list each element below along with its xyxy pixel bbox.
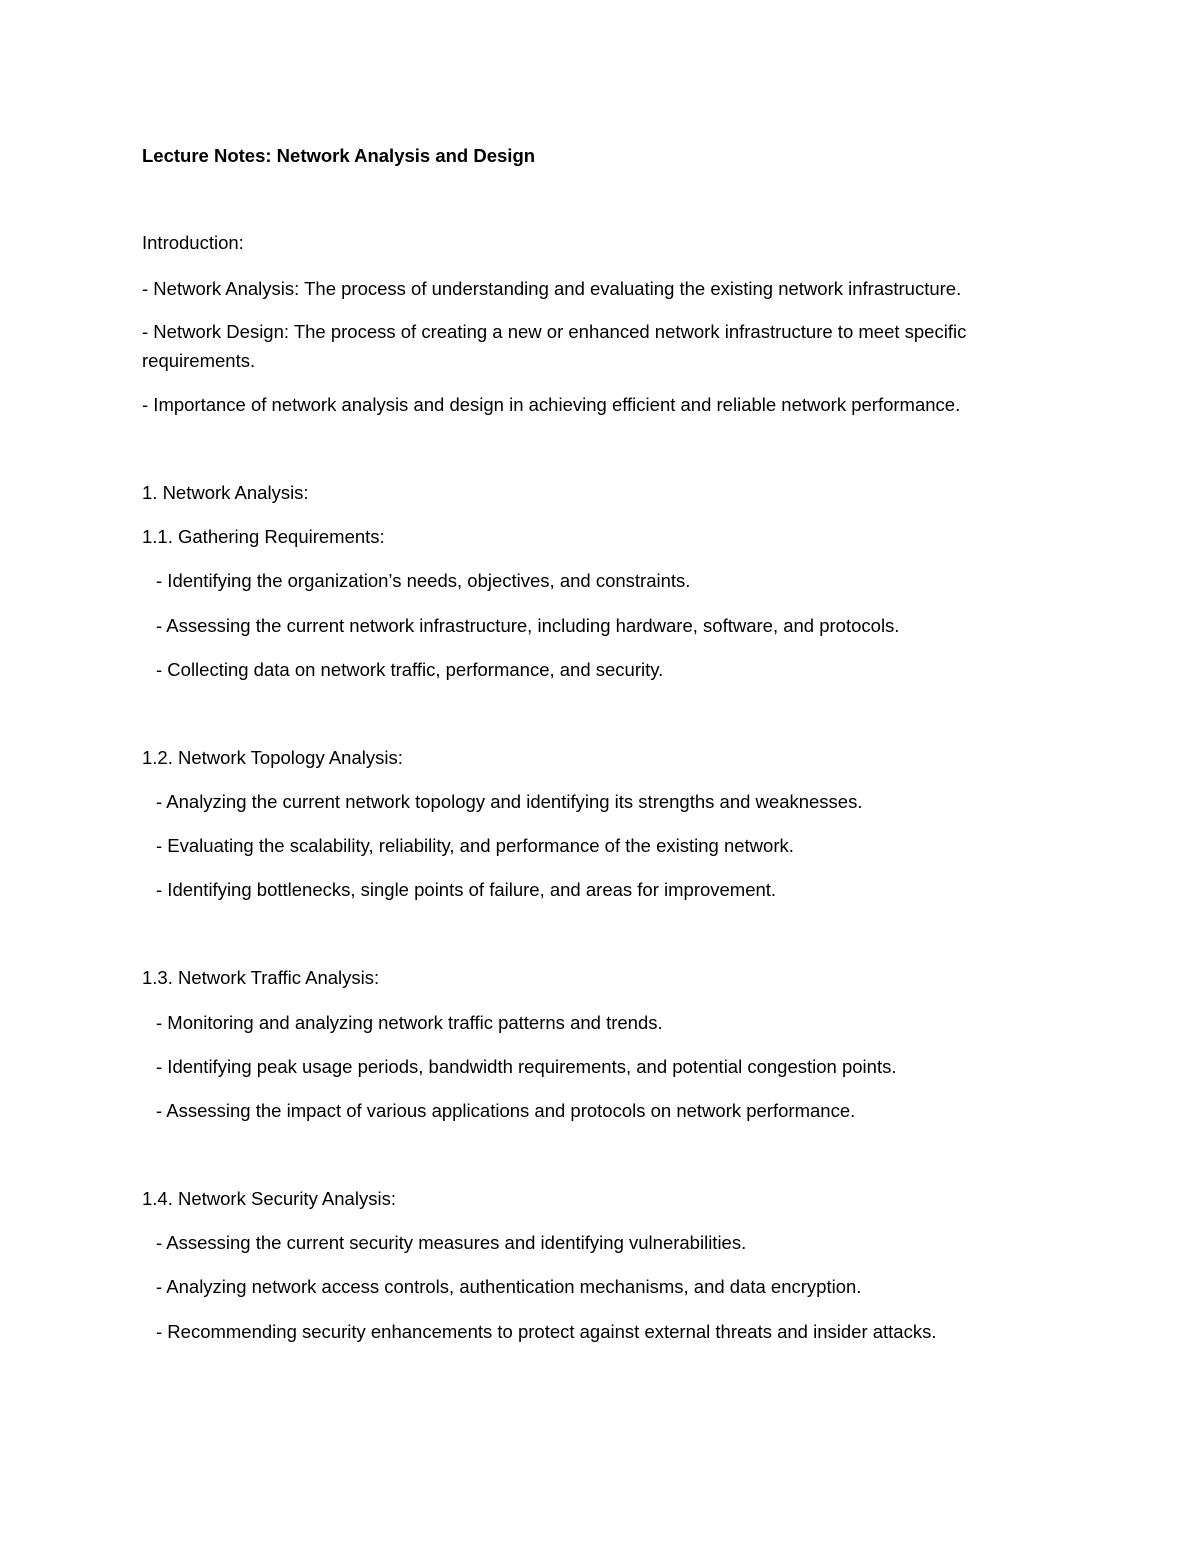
subsection-heading: 1.1. Gathering Requirements: — [142, 526, 385, 547]
list-item: - Evaluating the scalability, reliability, and performance of the existing network. — [156, 835, 794, 856]
subsection-heading: 1.4. Network Security Analysis: — [142, 1188, 396, 1209]
list-item: - Assessing the impact of various applications and protocols on network performance. — [156, 1100, 856, 1121]
section-heading: 1. Network Analysis: — [142, 482, 309, 503]
list-item: - Identifying the organization’s needs, objectives, and constraints. — [156, 570, 691, 591]
list-item: - Recommending security enhancements to protect against external threats and insider attacks. — [156, 1321, 937, 1342]
list-item: - Collecting data on network traffic, performance, and security. — [156, 659, 664, 680]
subsection-heading: 1.3. Network Traffic Analysis: — [142, 967, 380, 988]
subsection-heading: 1.2. Network Topology Analysis: — [142, 747, 403, 768]
list-item: - Identifying peak usage periods, bandwidth requirements, and potential congestion points. — [156, 1056, 897, 1077]
list-item: - Identifying bottlenecks, single points of failure, and areas for improvement. — [156, 879, 777, 900]
list-item: - Analyzing network access controls, authentication mechanisms, and data encryption. — [156, 1276, 862, 1297]
introduction-item: - Importance of network analysis and design in achieving efficient and reliable network performance. — [142, 394, 961, 415]
list-item: - Monitoring and analyzing network traffic patterns and trends. — [156, 1012, 663, 1033]
list-item: - Assessing the current security measures and identifying vulnerabilities. — [156, 1232, 747, 1253]
document-title: Lecture Notes: Network Analysis and Design — [142, 145, 536, 166]
list-item: - Analyzing the current network topology and identifying its strengths and weaknesses. — [156, 791, 863, 812]
introduction-item-continuation: requirements. — [142, 350, 256, 371]
list-item: - Assessing the current network infrastructure, including hardware, software, and protocols. — [156, 615, 900, 636]
introduction-item: - Network Analysis: The process of understanding and evaluating the existing network infrastructure. — [142, 278, 962, 299]
introduction-item: - Network Design: The process of creating a new or enhanced network infrastructure to meet specific — [142, 321, 967, 342]
introduction-heading: Introduction: — [142, 232, 244, 253]
